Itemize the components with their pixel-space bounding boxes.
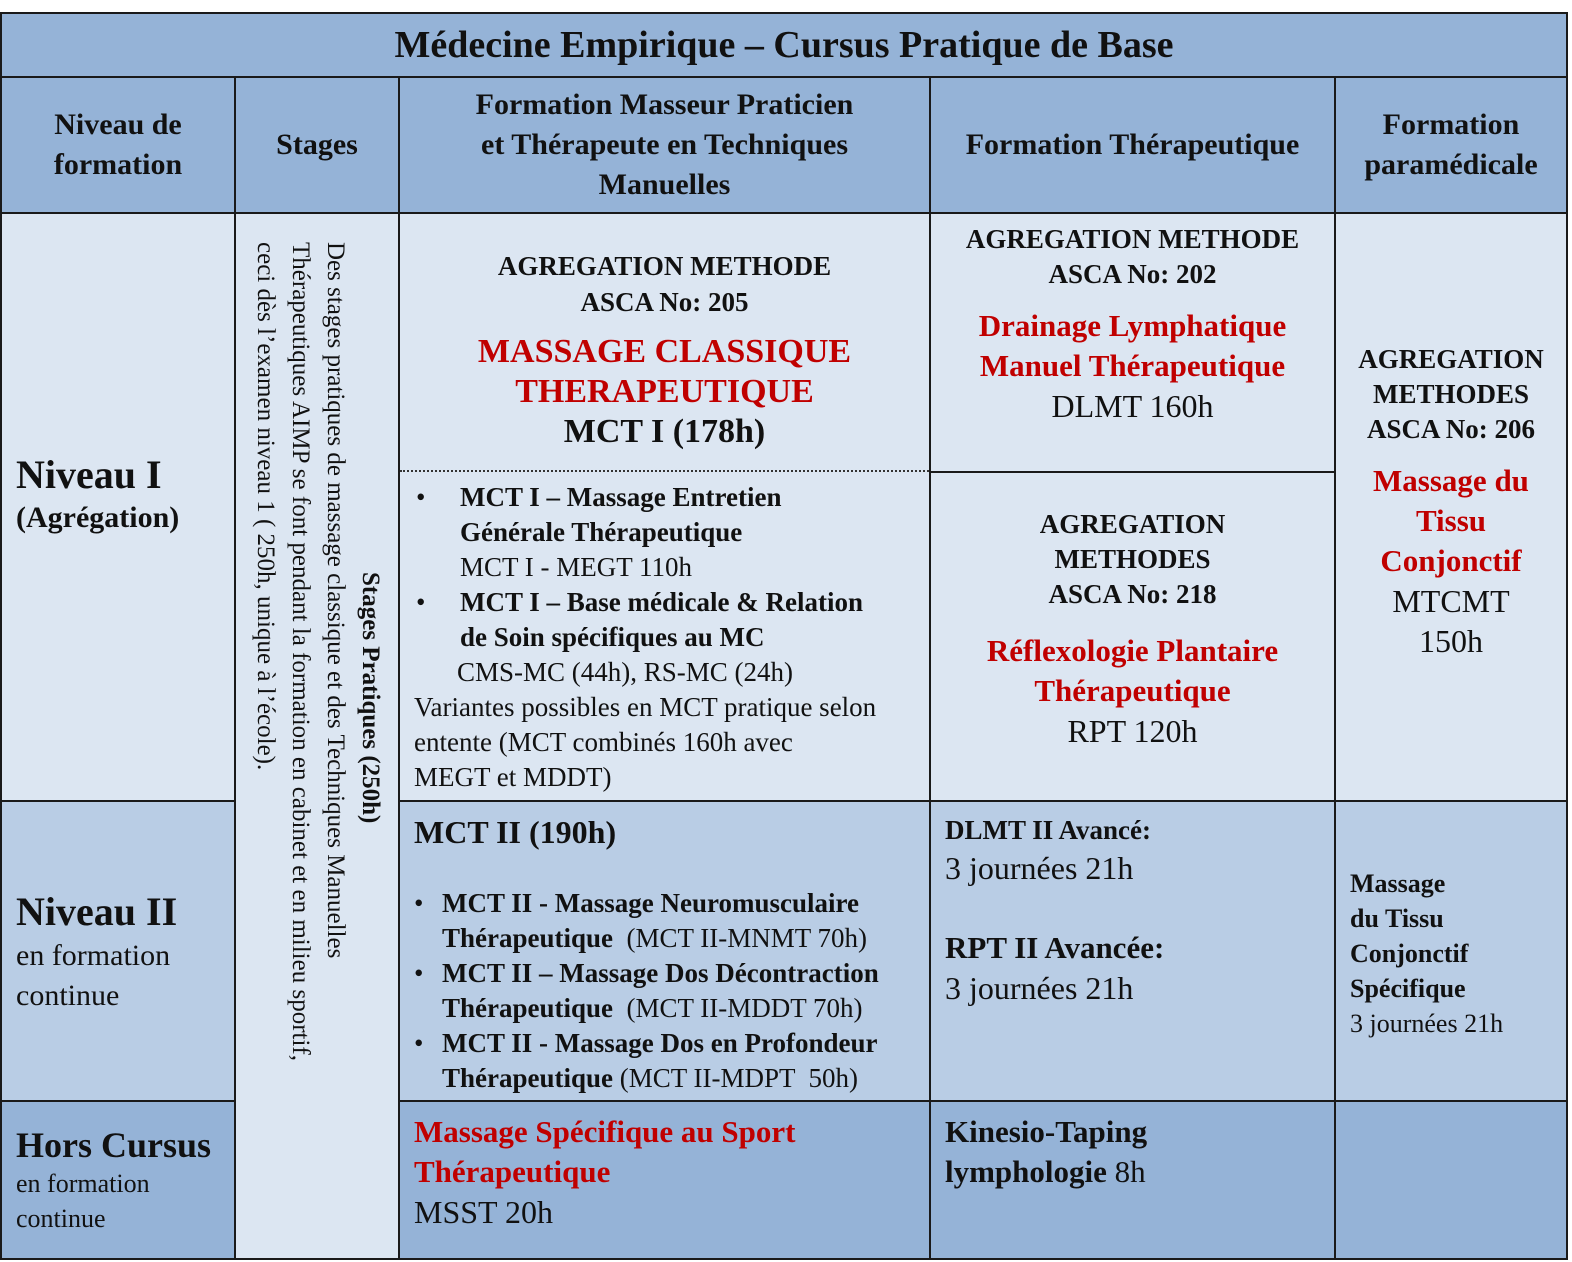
level-hors-cell [0,1100,236,1260]
therap2-rpt-detail: 3 journées 21h [945,970,1134,1006]
mtc-name-line: Massage du [1373,463,1529,498]
therap2-cell [929,800,1336,1102]
header-therapeutique-label: Formation Thérapeutique [965,128,1300,161]
header-therapeutique [929,76,1336,214]
dlmt-cell [929,212,1336,473]
hors-therap-title: Kinesio-Taping [945,1114,1148,1149]
dlmt-agregation-line: AGREGATION METHODE [965,224,1300,254]
therap2-dlmt-title: DLMT II Avancé: [945,815,1152,845]
hors-masseur-name-line: Thérapeutique [414,1154,611,1189]
mct2-item [414,1026,921,1096]
hors-therap-title2: lymphologie [945,1154,1107,1189]
mct2-item-detail: (MCT II-MNMT 70h) [613,923,868,953]
mtc-code-line: MTCMT [1392,583,1510,619]
bullet-icon: • [414,1028,424,1058]
therap2-rpt-title: RPT II Avancée: [945,930,1165,965]
level-niveau2-title: Niveau II [16,889,178,934]
header-stages [234,76,400,214]
mct1-bullet2-title-line: MCT I – Base médicale & Relation [460,587,863,617]
header-masseur-line: Formation Masseur Praticien [475,88,854,121]
mct1-cell [398,212,931,802]
dlmt-agregation-line: ASCA No: 202 [1048,259,1217,289]
mct2-title: MCT II (190h) [414,814,617,850]
hors-therap-cell [929,1100,1336,1260]
mct2-item [414,886,921,956]
mct2-item-title-line: Thérapeutique [442,1063,614,1093]
level-hors-sub-line: continue [16,1204,106,1233]
para2-title-line: du Tissu [1350,904,1444,933]
mct2-item-title-line: MCT II - Massage Neuromusculaire [442,888,859,918]
bullet-icon: • [414,958,424,988]
hors-masseur-code: MSST 20h [414,1194,554,1230]
rpt-cell [929,471,1336,802]
mct1-name-line: MASSAGE CLASSIQUE [477,333,852,370]
hors-masseur-name-line: Massage Spécifique au Sport [414,1114,796,1149]
mct1-divider [400,470,929,472]
hors-therap-detail: 8h [1106,1154,1146,1189]
para2-title-line: Conjonctif [1350,939,1469,968]
mct1-variantes-line: Variantes possibles en MCT pratique selon [414,692,877,722]
mct2-item [414,956,921,1026]
header-paramedicale-line: paramédicale [1364,148,1538,181]
mct1-bullet1-title-line: Générale Thérapeutique [460,517,743,547]
rpt-name-line: Réflexologie Plantaire [986,633,1279,668]
header-niveau-line: formation [53,148,183,181]
level-hors-sub [16,1166,211,1236]
rpt-agregation-line: ASCA No: 218 [1048,579,1217,609]
level-niveau1-sub: (Agrégation) [16,501,180,534]
mct1-details [414,480,919,795]
level-niveau1-cell [0,212,236,802]
mct2-item-detail: (MCT II-MDDT 70h) [613,993,863,1023]
rpt-name-line: Thérapeutique [1034,673,1231,708]
header-masseur-line: et Thérapeute en Techniques [481,128,848,161]
mct1-bullet1-detail: MCT I - MEGT 110h [460,552,693,582]
mct1-agregation-line: AGREGATION METHODE [497,251,832,281]
stages-text-line: Thérapeutiques AIMP se font pendant la formation en cabinet et en milieu sportif, [287,242,314,1061]
mct1-bullet2-detail: CMS-MC (44h), RS-MC (24h) [457,657,794,687]
level-hors-title: Hors Cursus [16,1125,212,1165]
hors-masseur-cell [398,1100,931,1260]
level-niveau2-sub-line: en formation [16,939,171,972]
mct2-list [414,886,921,1096]
bullet-icon: • [416,482,426,512]
mtc-name-line: Tissu [1415,503,1487,538]
header-niveau-line: Niveau de [54,108,182,141]
level-niveau2-sub-line: continue [16,979,120,1012]
mtc-agregation-line: ASCA No: 206 [1366,414,1535,444]
mct1-bullet1-title-line: MCT I – Massage Entretien [460,482,782,512]
header-stages-label: Stages [276,128,358,161]
mtc-code-line: 150h [1419,623,1483,659]
header-niveau [0,76,236,214]
stages-text-line: ceci dès l’examen niveau 1 ( 250h, unique à l’école). [252,242,279,771]
stages-title: Stages Pratiques (250h) [357,572,384,824]
mct1-variantes-line: MEGT et MDDT) [414,762,612,792]
header-masseur-line: Manuelles [598,168,731,201]
mct2-item-title-line: Thérapeutique [442,923,614,953]
mct2-item-title-line: MCT II - Massage Dos en Profondeur [442,1028,878,1058]
dlmt-name-line: Manuel Thérapeutique [979,348,1286,383]
bullet-icon: • [414,888,424,918]
mtc-cell [1334,212,1568,802]
mct1-bullet2-title-line: de Soin spécifiques au MC [460,622,765,652]
mct2-cell [398,800,931,1102]
stages-text-line: Des stages pratiques de massage classique et des Techniques Manuelles [322,242,349,959]
level-niveau2-cell [0,800,236,1102]
stages-rotated-block [248,242,388,1242]
dlmt-name-line: Drainage Lymphatique [978,308,1287,343]
level-hors-sub-line: en formation [16,1169,150,1198]
mct1-header [400,248,929,452]
para2-cell [1334,800,1568,1102]
rpt-code: RPT 120h [1067,713,1198,749]
bullet-icon: • [416,587,426,617]
mct1-code: MCT I (178h) [563,413,766,450]
level-niveau1-title: Niveau I [16,452,162,497]
mct2-item-title-line: MCT II – Massage Dos Décontraction [442,958,879,988]
rpt-agregation-line: AGREGATION [1039,509,1226,539]
mtc-agregation-line: AGREGATION [1358,344,1544,374]
para2-title-line: Massage [1350,869,1446,898]
mct1-name-line: THERAPEUTIQUE [515,373,814,410]
hors-para-cell [1334,1100,1568,1260]
page-title: Médecine Empirique – Cursus Pratique de Base [394,24,1174,66]
header-paramedicale [1334,76,1568,214]
rpt-agregation-line: METHODES [1054,544,1211,574]
mct1-variantes-line: entente (MCT combinés 160h avec [414,727,793,757]
mtc-agregation-line: METHODES [1372,379,1530,409]
mtc-name-line: Conjonctif [1380,543,1522,578]
mct2-item-title-line: Thérapeutique [442,993,614,1023]
header-masseur [398,76,931,214]
para2-title-line: Spécifique [1350,974,1466,1003]
stages-cell [234,212,400,1260]
therap2-dlmt-detail: 3 journées 21h [945,850,1134,886]
para2-detail: 3 journées 21h [1350,1009,1504,1038]
header-paramedicale-line: Formation [1382,108,1520,141]
table-title-cell [0,12,1568,78]
mct1-agregation-line: ASCA No: 205 [580,287,749,317]
dlmt-code: DLMT 160h [1051,388,1214,424]
level-niveau2-sub [16,936,177,1016]
mct2-item-detail: (MCT II-MDPT 50h) [613,1063,859,1093]
